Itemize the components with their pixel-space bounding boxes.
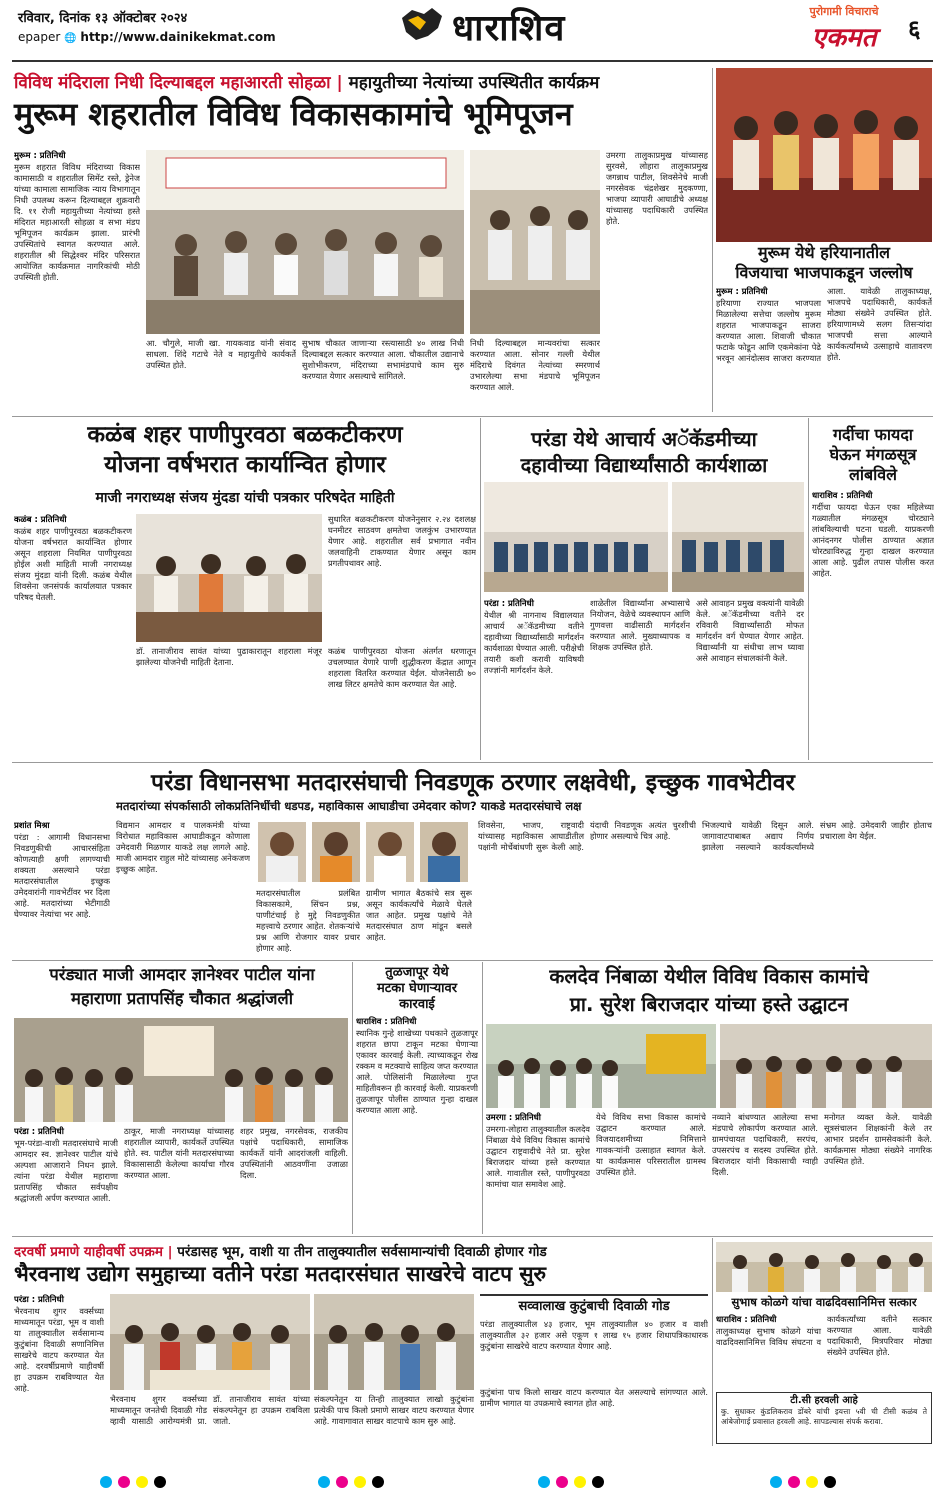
registration-dot [574, 1476, 586, 1488]
story10-col1-text: भैरवनाथ शुगर वर्क्सच्या माध्यमातून परंडा, भूम व वाशी या तालुक्यातील सर्वसामान्य कुटुंबांना दिवाळी सणानिमित्त साखरेचे वाटप करण्यात येत आहे. दरवर्षीप्रमाणे याहीवर्षी हा उपक्रम राबविण्यात येत आहे. [14, 1306, 104, 1393]
story6-portraits [256, 820, 472, 884]
story6-col1 [14, 820, 110, 956]
story3-col3: कळंब पाणीपुरवठा योजना अंतर्गत धरणातून उचलण्यात येणारे पाणी शुद्धीकरण केंद्रात आणून शहराला वितरित करण्यात येईल. योजनेसाठी ७० लाख लिटर क्षमतेचे काम करण्यात येत आहे. [328, 646, 476, 689]
story11-body-text: तालुकाध्यक्ष सुभाष कोळगे यांचा वाढदिवसानिमित्त विविध संघटना व कार्यकर्त्यांच्या वतीने सत्कार करण्यात आला. यावेळी पदाधिकारी, मित्रपरिवार मोठ्या संख्येने उपस्थित होते. [716, 1314, 932, 1357]
story1-col1 [14, 150, 140, 412]
story10-photo [110, 1294, 310, 1390]
section-rule [12, 416, 933, 417]
story9-headline-line2: प्रा. सुरेश बिराजदार यांच्या हस्ते उद्घाटन [569, 993, 849, 1016]
story1-col3: निधी दिल्याबद्दल मान्यवरांचा सत्कार करण्यात आला. सोनार गल्ली येथील मंदिराचे दिवंगत नेत्यांच्या स्मरणार्थ उभारलेल्या सभा मंडपाचे भूमिपूजन करण्यात आले. [470, 338, 600, 392]
story4-headline-line2: दहावीच्या विद्यार्थ्यांसाठी कार्यशाळा [520, 453, 768, 477]
story4-photo [484, 482, 668, 592]
story9-photo-2 [720, 1024, 932, 1108]
epaper-url[interactable]: http://www.dainikekmat.com [80, 30, 276, 44]
story10-photo-2 [314, 1294, 474, 1390]
story7-headline-line2: महाराणा प्रतापसिंह चौकात श्रद्धांजली [71, 989, 293, 1008]
story2-headline-line2: विजयाचा भाजपाकडून जल्लोष [735, 263, 913, 282]
story3-caption: डॉ. तानाजीराव सावंत यांच्या पुढाकारातून शहराला मंजूर झालेल्या योजनेची माहिती देताना. [136, 646, 322, 667]
story1-kicker: विविध मंदिराला निधी दिल्याबद्दल महाआरती सोहळा | महायुतीच्या नेत्यांच्या उपस्थितीत कार्यक्रम [14, 73, 600, 93]
story3-col1 [14, 514, 132, 758]
epaper-line [18, 30, 276, 44]
story4-photo-2 [672, 482, 804, 592]
story1-byline: मुरूम : प्रतिनिधी [14, 150, 66, 160]
story5-headline-line3: लांबविले [848, 465, 898, 484]
story7-photo [14, 1018, 348, 1122]
story1-kicker-red: विविध मंदिराला निधी दिल्याबद्दल महाआरती सोहळा [14, 73, 331, 93]
story6-headline: परंडा विधानसभा मतदारसंघाची निवडणूक ठरणार लक्षवेधी, इच्छुक गावभेटीवर [151, 770, 795, 796]
story3-headline-line2: योजना वर्षभरात कार्यान्वित होणार [104, 452, 386, 478]
story10-col2: भैरवनाथ शुगर वर्क्सच्या माध्यमातून जनतेची दिवाळी गोड व्हावी यासाठी आरोग्यमंत्री प्रा. डॉ. तानाजीराव सावंत यांच्या संकल्पनेतून हा उपक्रम राबविला जातो. [110, 1394, 310, 1426]
story7-headline-line1: परंड्यात माजी आमदार ज्ञानेश्वर पाटील यांना [49, 965, 315, 984]
story11-photo [716, 1242, 932, 1292]
story10-col3: संकल्पनेतून या तिन्ही तालुक्यात लाखो कुटुंबांना प्रत्येकी पाच किलो प्रमाणे साखर वाटप करण्यात येणार आहे. गावागावात साखर वाटपाचे काम सुरु आहे. [314, 1394, 474, 1426]
story5-byline: धाराशिव : प्रतिनिधी [812, 490, 873, 500]
story9-col4: मनोगत व्यक्त केले. यावेळी सूत्रसंचालन शिक्षकांनी केले तर आभार प्रदर्शन ग्रामसेवकांनी केले. कार्यक्रमास मोठ्या संख्येने नागरिक उपस्थित होते. [824, 1112, 932, 1166]
registration-dot [824, 1476, 836, 1488]
registration-dot [788, 1476, 800, 1488]
map-logo-icon [398, 6, 446, 44]
registration-marks [0, 1470, 945, 1494]
epaper-label: epaper [18, 30, 61, 44]
registration-dot [770, 1476, 782, 1488]
story1-col4-visible: उमरगा तालुकाप्रमुख यांच्यासह सुरवसे, लोहारा तालुकाप्रमुख जगन्नाथ पाटील, शिवसेनेचे माजी नगरसेवक चंद्रशेखर मुदकण्णा, भाजपा व्यापारी आघाडीचे अध्यक्ष यांच्यासह पदाधिकारी उपस्थित होते. [606, 150, 708, 226]
story4-col1-text: येथील श्री नागनाथ विद्यालयात आचार्य अॅकॅडमीच्या वतीने दहावीच्या विद्यार्थ्यांसाठी मार्गदर्शन कार्यशाळा घेण्यात आली. परीक्षेची तयारी कशी करावी याविषयी तज्ज्ञांनी मार्गदर्शन केले. [484, 610, 584, 675]
story10-byline: परंडा : प्रतिनिधी [14, 1294, 64, 1304]
col-divider [482, 962, 483, 1234]
story1-kicker-rest: महायुतीच्या नेत्यांच्या उपस्थितीत कार्यक्रम [348, 73, 600, 93]
story9-headline-line1: कलदेव निंबाळा येथील विविध विकास कामांचे [549, 965, 869, 988]
brand-tagline: पुरोगामी विचाराचे [809, 5, 879, 18]
brand-logo: एकमत [811, 23, 877, 53]
registration-dot [100, 1476, 112, 1488]
story2-body-text: हरियाणा राज्यात भाजपला मिळालेल्या सत्तेचा जल्लोष मुरूम शहरात भाजपाकडून साजरा करण्यात आला. शिवाजी चौकात फटाके फोडून आणि एकमेकांना पेढे भरवून आनंदोत्सव साजरा करण्यात आला. यावेळी तालुकाध्यक्ष, भाजपचे पदाधिकारी, कार्यकर्ते मोठ्या संख्येने उपस्थित होते. हरियाणामध्ये सलग तिसऱ्यांदा भाजपची सत्ता आल्याने कार्यकर्त्यांमध्ये उत्साहाचे वातावरण होते. [716, 286, 932, 363]
story8-body [356, 1016, 478, 1232]
story5-headline-line1: गर्दीचा फायदा [833, 425, 913, 444]
story5-headline-line2: घेऊन मंगळसूत्र [829, 445, 917, 464]
story10-col1 [14, 1294, 104, 1444]
registration-dot [806, 1476, 818, 1488]
story6-col2: विद्यमान आमदार व पालकमंत्री यांच्या विरोधात महाविकास आघाडीकडून कोणाला उमेदवारी मिळणार याकडे लक्ष लागले आहे. माजी आमदार राहुल मोटे यांच्यासह अनेकजण इच्छुक आहेत. [116, 820, 250, 874]
story4-byline: परंडा : प्रतिनिधी [484, 598, 534, 608]
globe-icon: 🌐 [64, 33, 77, 44]
story9-col3: नव्याने बांधण्यात आलेल्या सभा मंडपाचे लोकार्पण करण्यात आले. ग्रामपंचायत पदाधिकारी, सरपंच, उपसरपंच व सदस्य उपस्थित होते. बिराजदार यांनी विकासाची ग्वाही दिली. [712, 1112, 818, 1177]
story4-col1 [484, 598, 584, 758]
col-divider [480, 418, 481, 760]
story6-col6: भिजल्याचे यावेळी दिसून आले. जागावाटपाबाबत अद्याप निर्णय झालेला नसल्याने कार्यकर्त्यांमध्ये संभ्रम आहे. उमेदवारी जाहीर होताच प्रचाराला वेग येईल. [702, 820, 932, 852]
story10-col5: कुटुंबांना पाच किलो साखर वाटप करण्यात येत असल्याचे सांगण्यात आले. ग्रामीण भागात या उपक्रमाचे स्वागत होत आहे. [480, 1386, 708, 1408]
story1-photo [146, 150, 464, 334]
story10-kicker-red: दरवर्षी प्रमाणे याहीवर्षी उपक्रम [14, 1244, 163, 1260]
registration-dot [556, 1476, 568, 1488]
story6-col5: शिवसेना, भाजप, राष्ट्रवादी यांच्यासह महाविकास आघाडीतील पक्षांनी मोर्चेबांधणी सुरू केली आहे. यंदाची निवडणूक अत्यंत चुरशीची होणार असल्याचे चित्र आहे. [478, 820, 696, 852]
story9-col1 [486, 1112, 590, 1232]
story8-headline-line3: कारवाई [399, 997, 435, 1012]
story8-headline-line2: मटका घेणाऱ्यावर [376, 981, 458, 996]
story2-byline: मुरूम : प्रतिनिधी [716, 286, 768, 296]
story3-photo [136, 514, 322, 642]
story1-photo-right [470, 150, 600, 334]
story4-headline-line1: परंडा येथे आचार्य अॅकॅडमीच्या [531, 427, 757, 451]
story10-headline: भैरवनाथ उद्योग समुहाच्या वतीने परंडा मतदारसंघात साखरेचे वाटप सुरु [14, 1262, 547, 1286]
story9-byline: उमरगा : प्रतिनिधी [486, 1112, 541, 1122]
story11-byline: धाराशिव : प्रतिनिधी [716, 1314, 777, 1324]
story10-kicker-rest: परंडासह भूम, वाशी या तीन तालुक्यातील सर्वसामान्यांची दिवाळी होणार गोड [177, 1244, 547, 1260]
story11-notice-title: टी.सी हरवली आहे [790, 1395, 858, 1406]
registration-dot [336, 1476, 348, 1488]
story6-byline: प्रशांत मिश्रा [14, 820, 50, 830]
story9-col2: येथे विविध सभा विकास कामांचे उद्घाटन करण्यात आले. विजयादशमीच्या निमित्ताने गावकऱ्यांनी उत्साहात स्वागत केले. या कार्यक्रमास परिसरातील ग्रामस्थ उपस्थित होते. [596, 1112, 706, 1177]
section-rule [12, 762, 933, 763]
col-divider [712, 68, 713, 412]
story2-photo [716, 68, 932, 242]
story4-col3: असे आवाहन प्रमुख वक्त्यांनी यावेळी केले. अॅकॅडमीच्या वतीने दर रविवारी विद्यार्थ्यांसाठी मोफत मार्गदर्शन वर्ग घेण्यात येणार आहेत. विद्यार्थ्यांनी या संधीचा लाभ घ्यावा असे आवाहन संचालकांनी केले. [696, 598, 804, 663]
story1-col2: सुभाष चौकात जाणाऱ्या रस्त्यासाठी ४० लाख निधी दिल्याबद्दल सत्कार करण्यात आला. चौकातील उद्यानाचे सुशोभीकरण, मंदिराच्या सभामंडपाचे काम सुरु करण्यात येणार असल्याचे सांगितले. [302, 338, 464, 381]
story10-center-box-title: सव्वालाख कुटुंबाची दिवाळी गोड [518, 1299, 670, 1314]
section-rule [12, 1236, 933, 1237]
story3-headline-line1: कळंब शहर पाणीपुरवठा बळकटीकरण [87, 422, 403, 448]
story9-col1-text: उमरगा-लोहारा तालुक्यातील कलदेव निंबाळा येथे विविध विकास कामांचे उद्घाटन राष्ट्रवादीचे नेते प्रा. सुरेश बिराजदार यांच्या हस्ते करण्यात आले. गावातील रस्ते, पाणीपुरवठा कामांचा यात समावेश आहे. [486, 1124, 590, 1189]
story8-byline: धाराशिव : प्रतिनिधी [356, 1016, 417, 1026]
story10-center-box [480, 1294, 708, 1444]
section-title: धाराशिव [452, 8, 566, 49]
section-rule [12, 960, 933, 961]
story3-col2: सुधारित बळकटीकरण योजनेनुसार २.२४ दशलक्ष घनमीटर साठवण क्षमतेचा जलकुंभ उभारण्यात येणार आहे. शहरातील सर्व प्रभागात नवीन जलवाहिनी टाकण्यात येणार असून काम प्रगतीपथावर आहे. [328, 514, 476, 568]
col-divider [352, 962, 353, 1234]
story10-kicker: दरवर्षी प्रमाणे याहीवर्षी उपक्रम | परंडासह भूम, वाशी या तीन तालुक्यातील सर्वसामान्यांची दिवाळी होणार गोड [14, 1244, 547, 1260]
story6-col3: मतदारसंघातील प्रलंबित विकासकामे, सिंचन प्रश्न, पाणीटंचाई हे मुद्दे निवडणुकीत महत्त्वाचे ठरणार आहेत. शेतकऱ्यांचे प्रश्न आणि रोजगार यावर प्रचार होणार आहे. [256, 888, 360, 953]
story6-col4: ग्रामीण भागात बैठकांचे सत्र सुरू असून कार्यकर्त्यांचे मेळावे घेतले जात आहेत. प्रमुख पक्षांचे नेते मतदारसंघात ठाण मांडून बसले आहेत. [366, 888, 472, 942]
story1-col1-text: मुरूम शहरात विविध मंदिराच्या विकास कामासाठी व शहरातील सिमेंट रस्ते, ड्रेनेज यांच्या कामाला सामाजिक न्याय विभागातून निधी उपलब्ध करून दिल्याबद्दल शुक्रवारी दि. ११ रोजी महायुतीच्या नेत्यांच्या हस्ते मंदिरात महाआरती सोहळा व सभा मंडप भूमिपूजन कार्यक्रम झाला. प्रारंभी उपस्थितांचे स्वागत करण्यात आले. शहरातील श्री सिद्धेश्वर मंदिर परिसरात आयोजित कार्यक्रमात नागरिकांची मोठी उपस्थिती होती. [14, 162, 140, 282]
story7-col1-text: भूम-परंडा-वाशी मतदारसंघाचे माजी आमदार स्व. ज्ञानेश्वर पाटील यांचे अल्पशा आजाराने निधन झाले. त्यांना परंडा येथील महाराणा प्रतापसिंह चौकात सर्वपक्षीय श्रद्धांजली अर्पण करण्यात आली. [14, 1138, 118, 1203]
story7-byline: परंडा : प्रतिनिधी [14, 1126, 64, 1136]
story11-headline: सुभाष कोळगे यांचा वाढदिवसानिमित्त सत्कार [731, 1295, 917, 1309]
registration-dot [372, 1476, 384, 1488]
masthead [0, 0, 945, 62]
story1-headline: मुरूम शहरातील विविध विकासकामांचे भूमिपूजन [14, 95, 573, 133]
story8-headline-line1: तुळजापूर येथे [385, 965, 449, 980]
story11-notice-body: कु. सुधाकर कुंडलिकराव डोंबरे यांची इयत्ता ५वी ची टीसी कळंब ते आंबेजोगाई प्रवासात हरवली आहे. सापडल्यास संपर्क करावा. [721, 1406, 927, 1426]
page-number: ६ [908, 15, 921, 43]
registration-dot [592, 1476, 604, 1488]
story4-col2: शाळेतील विद्यार्थ्यांना अभ्यासाचे नियोजन, वेळेचे व्यवस्थापन आणि गुणवत्ता वाढीसाठी मार्गदर्शन करण्यात आले. मुख्याध्यापक व शिक्षक उपस्थित होते. [590, 598, 690, 652]
story8-body-text: स्थानिक गुन्हे शाखेच्या पथकाने तुळजापूर शहरात छापा टाकून मटका घेणाऱ्या एकावर कारवाई केली. त्याच्याकडून रोख रक्कम व मटक्याचे साहित्य जप्त करण्यात आले. पोलिसांनी मिळालेल्या गुप्त माहितीवरून ही कारवाई केली. याप्रकरणी तुळजापूर पोलीस ठाण्यात गुन्हा दाखल करण्यात आला आहे. [356, 1028, 478, 1115]
registration-dot [538, 1476, 550, 1488]
story2-headline-line1: मुरूम येथे हरियानातील [758, 243, 890, 262]
story3-col1-text: कळंब शहर पाणीपुरवठा बळकटीकरण योजना वर्षभरात कार्यान्वित होणार असून शहराला नियमित पाणीपुरवठा होईल अशी माहिती माजी नगराध्यक्ष संजय मुंदडा यांनी दिली. कळंब येथील शिवसेना जनसंपर्क कार्यालयात पत्रकार परिषद घेतली. [14, 526, 132, 602]
story7-col3: शहर प्रमुख, नगरसेवक, राजकीय पक्षांचे पदाधिकारी, सामाजिक कार्यकर्ते यांनी आदरांजली वाहिली. उपस्थितांनी आठवणींना उजाळा दिला. [240, 1126, 348, 1180]
story5-body-text: गर्दीचा फायदा घेऊन एका महिलेच्या गळ्यातील मंगळसूत्र चोरट्याने लांबविल्याची घटना घडली. याप्रकरणी आनंदनगर पोलीस ठाण्यात अज्ञात चोरट्याविरुद्ध गुन्हा दाखल करण्यात आला आहे. पुढील तपास पोलीस करत आहेत. [812, 502, 934, 578]
story3-subhead: माजी नगराध्यक्ष संजय मुंदडा यांची पत्रकार परिषदेत माहिती [95, 490, 395, 506]
masthead-rule [12, 60, 933, 62]
story5-body [812, 490, 934, 758]
story6-col1-text: परंडा : आगामी विधानसभा निवडणुकीची आचारसंहिता कोणत्याही क्षणी लागण्याची शक्यता असल्याने परंडा मतदारसंघातील इच्छुक उमेदवारांनी गावभेटींवर भर दिला आहे. मतदारांच्या भेटीगाठी घेण्यावर नेत्यांचा भर आहे. [14, 832, 110, 919]
registration-dot [318, 1476, 330, 1488]
story11-body [716, 1314, 932, 1388]
story2-body [716, 286, 932, 412]
col-divider [808, 418, 809, 760]
date-line: रविवार, दिनांक १३ ऑक्टोबर २०२४ [18, 11, 188, 26]
registration-dot [154, 1476, 166, 1488]
story7-col2: ठाकूर, माजी नगराध्यक्ष यांच्यासह शहरातील व्यापारी, कार्यकर्ते उपस्थित होते. स्व. पाटील यांनी मतदारसंघाच्या विकासासाठी केलेल्या कार्याचा गौरव करण्यात आला. [124, 1126, 234, 1180]
registration-dot [354, 1476, 366, 1488]
story10-center-box-body: परंडा तालुक्यातील ४३ हजार, भूम तालुक्यातील ४० हजार व वाशी तालुक्यातील ३२ हजार असे एकूण १ लाख १५ हजार शिधापत्रिकाधारक कुटुंबांना साखरेचे वाटप करण्यात येणार आहे. [480, 1318, 708, 1351]
story6-subhead: मतदारांच्या संपर्कासाठी लोकप्रतिनिधींची धडपड, महाविकास आघाडीचा उमेदवार कोण? याकडे मतदारसंघाचे लक्ष [116, 800, 582, 813]
registration-dot [136, 1476, 148, 1488]
story7-col1 [14, 1126, 118, 1232]
col-divider [712, 1238, 713, 1446]
story11-notice-box [716, 1392, 932, 1444]
story1-caption: आ. चौगुले, माजी खा. गायकवाड यांनी संवाद साधला. शिंदे गटाचे नेते व महायुतीचे कार्यकर्ते उपस्थित होते. [146, 338, 296, 370]
story9-photo [486, 1024, 716, 1108]
registration-dot [118, 1476, 130, 1488]
story3-byline: कळंब : प्रतिनिधी [14, 514, 67, 524]
